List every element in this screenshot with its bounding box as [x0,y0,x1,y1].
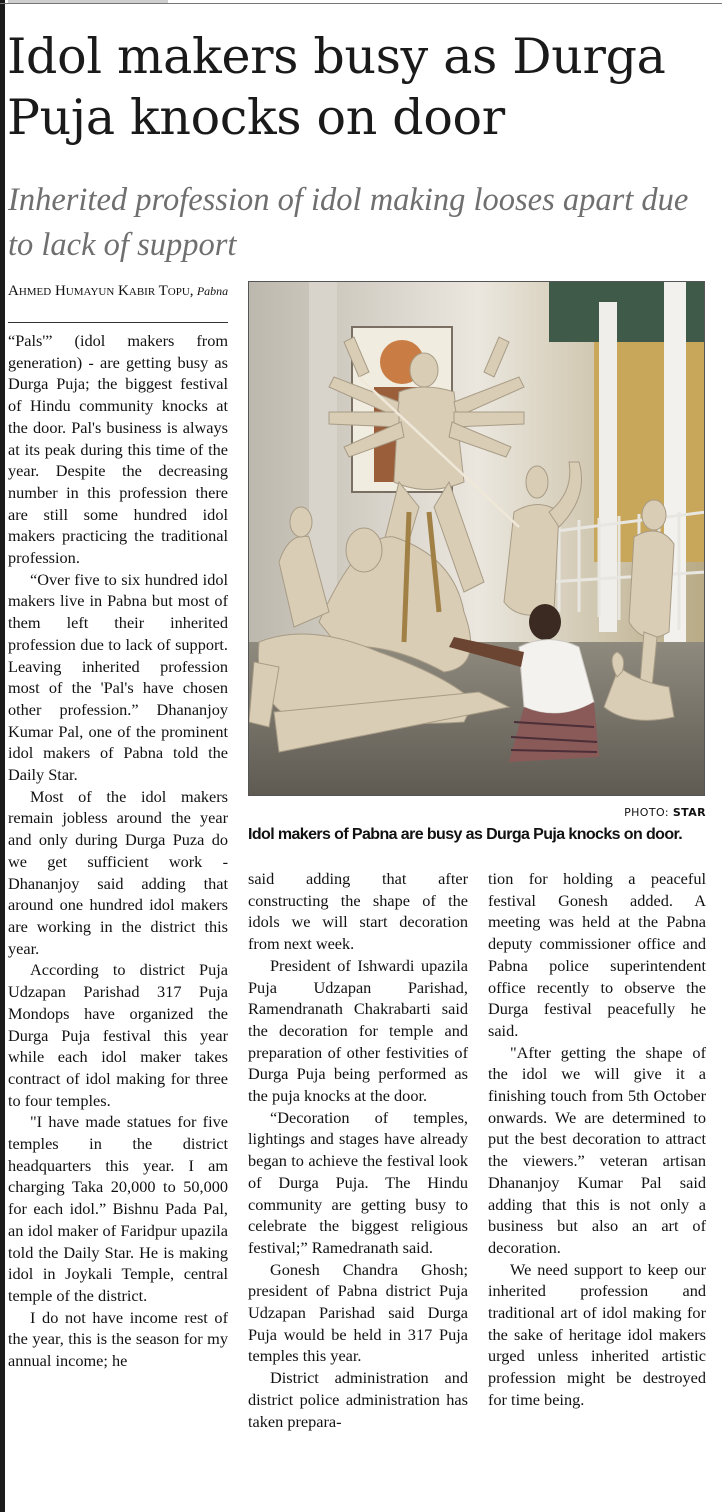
photo-credit [600,806,706,819]
paragraph: “Decoration of temples, lightings and stages have already began to achieve the festival look of Durga Puja. The Hindu community are getting busy to celebrate the biggest religious festival;” Ramedranath said. [248,1107,468,1257]
headline: Idol makers busy as Durga Puja knocks on door [7,28,666,146]
paragraph: said adding that after constructing the shape of the idols we will start decoration from next week. [248,869,468,954]
paragraph: I do not have income rest of the year, this is the season for my annual income; he [8,1307,228,1371]
paragraph: According to district Puja Udzapan Parishad 317 Puja Mondops have organized the Durga Puja festival this year while each idol maker takes contract of idol making for three to four temples. [8,960,228,1110]
paragraph: “Over five to six hundred idol makers live in Pabna but most of them left their inherited profession due to lack of support. Leaving inherited profession most of the 'Pal's have chosen other profession.” Dhananjoy Kumar Pal, one of the prominent idol makers of Pabna told the Daily Star. [8,569,228,785]
byline-place: Pabna [196,284,229,298]
photo-credit-source: STAR [672,806,706,819]
paragraph: tion for holding a peaceful festival Gonesh added. A meeting was held at the Pabna deputy commissioner office and Pabna police superintendent office recently to observe the Durga festival peacefully he said. [488,869,706,1040]
paragraph: District administration and district police administration has taken prepara- [248,1368,468,1431]
photo-credit-label: PHOTO: [624,806,669,819]
article-photo [248,281,705,796]
top-rule [0,3,722,4]
idol-workshop-illustration [249,282,705,796]
paragraph: "After getting the shape of the idol we will give it a finishing touch from 5th October onwards. We are determined to put the best decoration to attract the viewers.” veteran artisan Dhananjoy Kumar Pal said adding that this is not only a business but also an art of decoration. [488,1042,706,1257]
byline [8,283,230,299]
paragraph: Gonesh Chandra Ghosh; president of Pabna district Puja Udzapan Parishad said Durga Puja would be held in 317 Puja temples this year. [248,1259,468,1366]
paragraph: "I have made statues for five temples in the district headquarters this year. I am charging Taka 20,000 to 50,000 for each idol.” Bishnu Pada Pal, an idol maker of Faridpur upazila told the Daily Star. He is making idol in Joykali Temple, central temple of the district. [8,1112,228,1305]
paragraph: “Pals'” (idol makers from generation) - are getting busy as Durga Puja; the biggest festival of Hindu community knocks at the door. Pal's business is always at its peak during this time of the year. Despite the decreasing number in this profession there are still some hundred idol makers practicing the traditional profession. [8,331,228,568]
paragraph: Most of the idol makers remain jobless around the year and only during Durga Puza do we get sufficient work - Dhananjoy said adding that around one hundred idol makers are working in the district this year. [8,786,228,958]
byline-author: Ahmed Humayun Kabir Topu, [8,283,194,299]
subheadline: Inherited profession of idol making looses apart due to lack of support [8,182,689,263]
paragraph: President of Ishwardi upazila Puja Udzapan Parishad, Ramendranath Chakrabarti said the decoration for temple and preparation of other festivities of Durga Puja being performed as the puja knocks at the door. [248,955,468,1106]
article-column-3 [488,868,706,1411]
page-left-border [0,0,5,1512]
photo-caption: Idol makers of Pabna are busy as Durga Puja knocks on door. [248,826,683,843]
byline-rule [8,322,228,323]
paragraph: We need support to keep our inherited profession and traditional art of idol making for the sake of heritage idol makers urged unless inherited artistic profession might be destroyed for time being. [488,1259,706,1409]
article-column-2 [248,868,468,1432]
article-column-1 [8,330,228,1372]
